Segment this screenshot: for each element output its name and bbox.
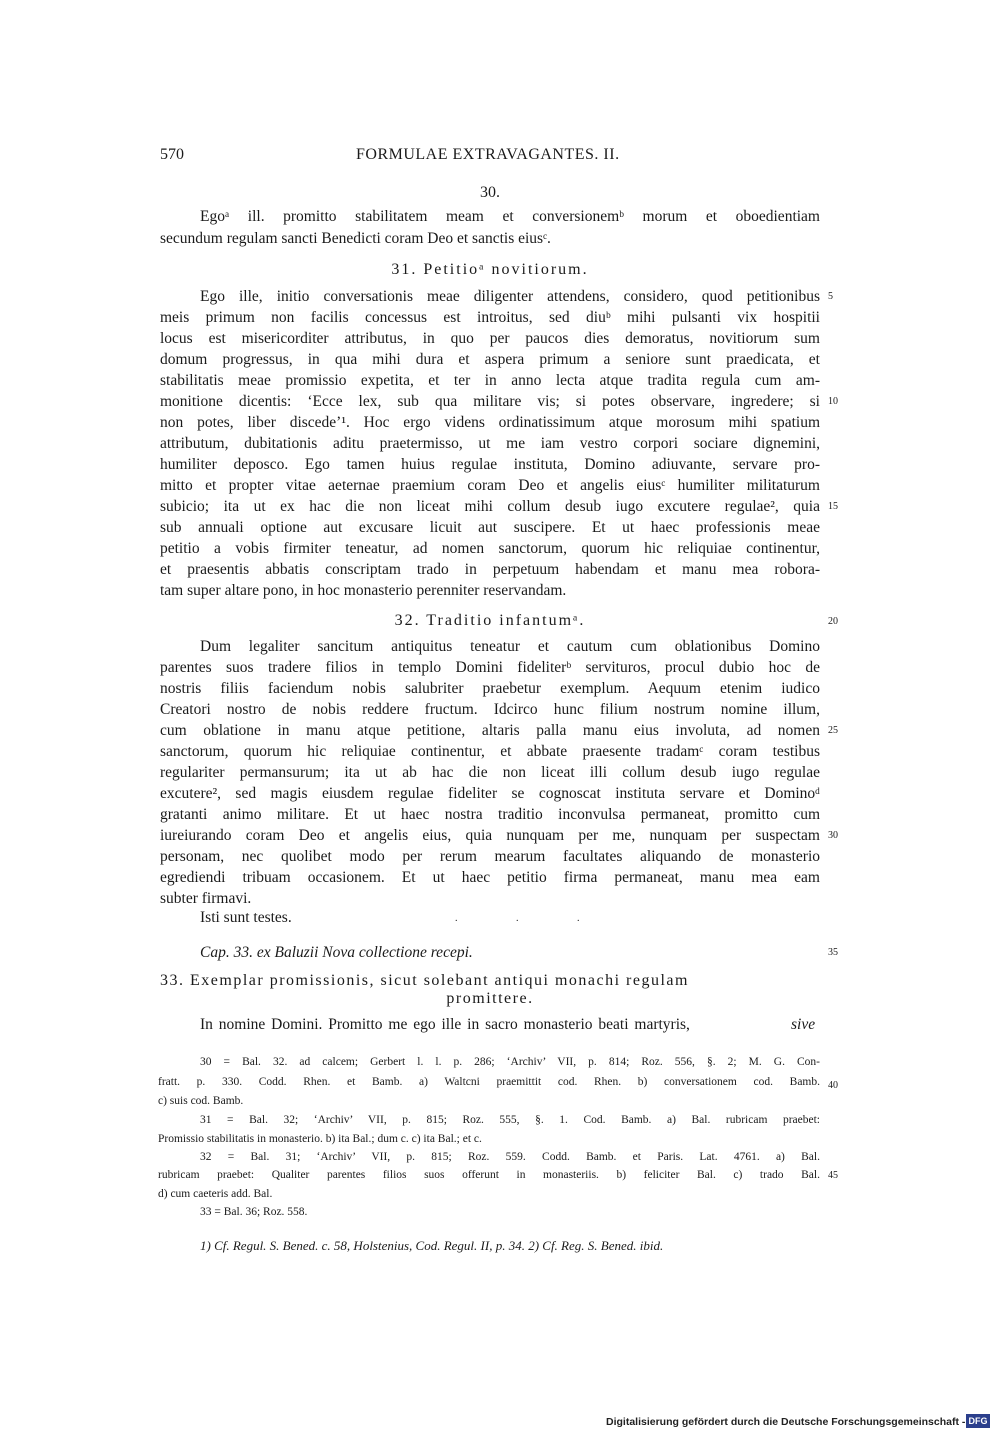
s32-line: subter firmavi. — [160, 890, 252, 907]
s31-line: Ego ille, initio conversationis meae diligenter attendens, considero, quod petitionibus — [200, 288, 820, 305]
margin-line-number: 15 — [828, 501, 838, 512]
s32-line: excutere², sed magis eiusdem regulae fideliter se cognoscat instituta servare et Dominoᵈ — [160, 785, 820, 802]
margin-line-number: 45 — [828, 1170, 838, 1181]
s32-line: iureiurando coram Deo et angelis eius, quia nunquam per me, nunquam per suspectam — [160, 827, 820, 844]
s31-line: locus est misericorditer attributus, in quo per paucos dies demoratus, novitiorum sum — [160, 330, 820, 347]
apparatus-line: d) cum caeteris add. Bal. — [158, 1188, 273, 1200]
s31-line: subicio; ita ut ex hac die non liceat mihi collum desub iugo excutere regulae², quia — [160, 498, 820, 515]
running-title: FORMULAE EXTRAVAGANTES. II. — [356, 146, 620, 163]
s31-line: attributum, dubitationis aditu praetermisso, ut me iam vestro corpori sociare dignemini, — [160, 435, 820, 452]
apparatus-line: 33 = Bal. 36; Roz. 558. — [200, 1206, 308, 1218]
s32-line: cum oblatione in manu atque petitione, altaris palla manu eius involuta, ad nomen — [160, 722, 820, 739]
section-31-heading: 31. Petitioᵃ novitiorum. — [391, 261, 589, 278]
apparatus-line: fratt. p. 330. Codd. Rhen. et Bamb. a) Waltcni praemittit cod. Rhen. b) conversationem cod. Bamb. — [158, 1076, 820, 1088]
footnotes: 1) Cf. Regul. S. Bened. c. 58, Holstenius, Cod. Regul. II, p. 34. 2) Cf. Reg. S. Bened. ibid. — [200, 1238, 664, 1253]
section-32-heading: 32. Traditio infantumᵃ. — [394, 612, 586, 629]
margin-line-number: 5 — [828, 291, 833, 302]
s31-line: et praesentis abbatis conscriptam trado in perpetuum habendam et manu mea robora- — [160, 561, 820, 578]
apparatus-line: 32 = Bal. 31; ‘Archiv’ VII, p. 815; Roz. 559. Codd. Bamb. et Paris. Lat. 4761. a) Bal. — [200, 1151, 820, 1163]
s33-first-line: In nomine Domini. Promitto me ego ille in sacro monasterio beati martyris, — [200, 1016, 690, 1033]
margin-line-number: 20 — [828, 616, 838, 627]
s31-line: monitione dicentis: ‘Ecce lex, sub qua militare vis; si potes observare, ingredere; si — [160, 393, 820, 410]
s30-line: secundum regulam sancti Benedicti coram Deo et sanctis eiusᶜ. — [160, 230, 551, 247]
margin-line-number: 35 — [828, 947, 838, 958]
apparatus-line: 30 = Bal. 32. ad calcem; Gerbert l. l. p. 286; ‘Archiv’ VII, p. 814; Roz. 556, §. 2; M. G. Con- — [200, 1056, 820, 1068]
apparatus-line: c) suis cod. Bamb. — [158, 1095, 244, 1107]
s31-line: non potes, liber discede’¹. Hoc ergo videns ordinatissimum atque morosum mihi spatium — [160, 414, 820, 431]
s30-line: Egoᵃ ill. promitto stabilitatem meam et conversionemᵇ morum et oboedientiam — [200, 208, 820, 225]
cap33-note: Cap. 33. ex Baluzii Nova collectione recepi. — [200, 944, 473, 961]
s31-line: humiliter deposco. Ego tamen huius regulae instituta, Domino adiuvante, servare pro- — [160, 456, 820, 473]
s32-line: gratanti animo militare. Et ut haec nostra traditio inconvulsa permaneat, promitto cum — [160, 806, 820, 823]
dfg-logo: DFG — [966, 1414, 990, 1428]
margin-line-number: 10 — [828, 396, 838, 407]
section-33-heading-line2: promittere. — [446, 990, 534, 1007]
s31-line: tam super altare pono, in hoc monasterio perenniter reservandam. — [160, 582, 567, 599]
s33-first-line-italic: sive — [791, 1016, 816, 1033]
apparatus-line: rubricam praebet: Qualiter parentes filios suos offerunt in monasteriis. b) feliciter Bal. c) trado Bal. — [158, 1169, 820, 1181]
page-number: 570 — [160, 146, 184, 163]
s32-line: egrediendi tribuam occasionem. Et ut haec petitio firma permaneat, manu mea eam — [160, 869, 820, 886]
apparatus-line: Promissio stabilitatis in monasterio. b) ita Bal.; dum c. c) ita Bal.; et c. — [158, 1133, 482, 1145]
separator-dots: . . . — [455, 913, 608, 924]
section-33-heading-line1: 33. Exemplar promissionis, sicut solebant antiqui monachi regulam — [160, 972, 689, 989]
s31-line: sub annuali optione aut excusare licuit aut suscipere. Et ut haec professionis meae — [160, 519, 820, 536]
margin-line-number: 40 — [828, 1080, 838, 1091]
margin-line-number: 30 — [828, 830, 838, 841]
s31-line: petitio a vobis firmiter teneatur, ad nomen sanctorum, quorum hic reliquiae continentur, — [160, 540, 820, 557]
s31-line: mitto et propter vitae aeternae praemium coram Deo et angelis eiusᶜ humiliter militaturum — [160, 477, 820, 494]
s32-line: regulariter permansurum; ita ut ab hac die non liceat illi collum desub iugo regulae — [160, 764, 820, 781]
s32-line: personam, nec quolibet modo per rerum mearum facultates aliquando de monasterio — [160, 848, 820, 865]
s31-line: domum progressus, in qua mihi dura et aspera primum a seniore sunt praedicata, et — [160, 351, 820, 368]
s32-witnesses: Isti sunt testes. — [200, 909, 292, 926]
apparatus-line: 31 = Bal. 32; ‘Archiv’ VII, p. 815; Roz. 555, §. 1. Cod. Bamb. a) Bal. rubricam praebet: — [200, 1114, 820, 1126]
section-30-number: 30. — [480, 184, 500, 201]
s31-line: meis primum non facilis concessus est introitus, sed diuᵇ mihi pulsanti vix hospitii — [160, 309, 820, 326]
s32-line: nostris filiis faciendum nobis salubriter praebetur exemplum. Aequum etenim iudico — [160, 680, 820, 697]
digitization-credit: Digitalisierung gefördert durch die Deutsche Forschungsgemeinschaft - — [606, 1416, 966, 1428]
s31-line: stabilitatis meae promissio expetita, et ter in anno lecta atque tradita regula cum am- — [160, 372, 820, 389]
s32-line: Creatori nostro de nobis reddere fructum. Idcirco hunc filium nostrum nomine illum, — [160, 701, 820, 718]
s32-line: Dum legaliter sancitum antiquitus teneatur et cautum cum oblationibus Domino — [200, 638, 820, 655]
margin-line-number: 25 — [828, 725, 838, 736]
s32-line: parentes suos tradere filios in templo Domini fideliterᵇ servituros, procul dubio hoc de — [160, 659, 820, 676]
s32-line: sanctorum, quorum hic reliquiae continentur, et abbate praesente tradamᶜ coram testibus — [160, 743, 820, 760]
